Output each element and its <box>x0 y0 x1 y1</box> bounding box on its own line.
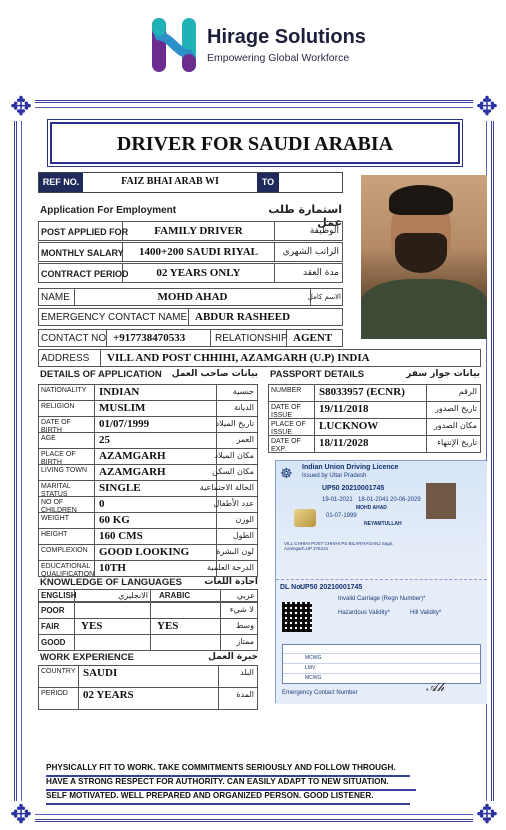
licence-back <box>276 579 487 704</box>
languages-header-row <box>38 589 258 602</box>
row-label: RELIGION <box>39 401 95 416</box>
arabic-level-value: YES <box>151 619 221 634</box>
licence-dob: 01-07-1999 <box>326 513 357 519</box>
row-value: 18/11/2028 <box>315 436 427 452</box>
row-value: AZAMGARH <box>95 465 217 480</box>
arabic-level-value <box>151 635 221 650</box>
row-label: AGE <box>39 433 95 448</box>
row-label-ar: تاريخ الصدور <box>435 404 477 413</box>
row-label-ar: العمر <box>236 435 254 444</box>
licence-holder: MOHD AHAD <box>356 505 387 511</box>
passport-row <box>268 435 481 453</box>
qr-code-icon <box>282 602 312 632</box>
row-value: 01/07/1999 <box>95 417 217 432</box>
row-label-ar: تاريخ الإنتهاء <box>437 438 477 447</box>
passport-heading-ar: بيانات جواز سفر <box>406 369 480 379</box>
row-label-ar: الراتب الشهري <box>282 247 339 257</box>
address-row <box>38 349 481 367</box>
contact-value: +917738470533 <box>107 330 211 346</box>
row-label-ar: الدرجة العلمية <box>207 563 254 572</box>
language-level-label: POOR <box>39 603 75 618</box>
detail-row <box>38 416 258 433</box>
arabic-level-value <box>151 603 221 618</box>
contact-label: CONTACT NO <box>39 330 107 346</box>
passport-row <box>268 418 481 436</box>
row-value: GOOD LOOKING <box>95 545 217 560</box>
detail-row <box>38 400 258 417</box>
row-value: SAUDI <box>79 666 219 687</box>
col-english-label: ENGLISH <box>41 591 77 600</box>
row-label: CONTRACT PERIOD <box>39 264 123 282</box>
row-label: PLACE OF BIRTH <box>39 449 95 464</box>
row-value: 02 YEARS <box>79 688 219 709</box>
english-level-value: YES <box>75 619 151 634</box>
row-label-ar: الرقم <box>458 387 477 396</box>
language-level-ar: ممتاز <box>236 637 254 646</box>
row-label-ar: الطول <box>232 531 254 540</box>
row-label: WEIGHT <box>39 513 95 528</box>
passport-table <box>268 384 481 452</box>
corner-ornament-icon: ✥ <box>473 801 501 829</box>
hazard-label: Hazardous Validity* <box>338 610 390 616</box>
application-heading-ar: استمارة طلب عمل <box>268 203 342 229</box>
row-label-ar: عدد الأطفال <box>213 499 254 508</box>
footer-line-3: SELF MOTIVATED. WELL PREPARED AND ORGANIZED PERSON. GOOD LISTENER. <box>46 791 374 800</box>
col-english-ar: الانجليزي <box>75 590 151 601</box>
passport-row <box>268 401 481 419</box>
row-value: 1400+200 SAUDI RIYAL <box>123 243 275 261</box>
row-value: FAMILY DRIVER <box>123 222 275 240</box>
licence-validity-tr: 20-06-2029 <box>390 497 421 503</box>
row-label: POST APPLIED FOR <box>39 222 123 240</box>
relationship-label: RELATIONSHIP <box>211 330 287 346</box>
relationship-value: AGENT <box>293 332 333 344</box>
row-label-ar: جنسية <box>232 387 254 396</box>
emergency-row <box>38 308 343 326</box>
row-value: MUSLIM <box>95 401 217 416</box>
contract-period-row <box>38 263 343 283</box>
row-value: 19/11/2018 <box>315 402 427 418</box>
emergency-contact-label: Emergency Contact Number <box>282 690 358 696</box>
licence-front <box>276 461 487 579</box>
english-level-value <box>75 635 151 650</box>
row-label-ar: مكان الصدور <box>433 421 477 430</box>
row-label-ar: لون البشرة <box>216 547 254 556</box>
emergency-label: EMERGENCY CONTACT NAME <box>39 309 189 325</box>
dl-no-value: UP50 20210001745 <box>300 584 363 591</box>
row-label: NUMBER <box>269 385 315 401</box>
applicant-photo <box>361 175 487 335</box>
application-heading: Application For Employment <box>40 205 177 216</box>
licence-number: UP50 20210001745 <box>322 485 385 492</box>
ref-value: FAIZ BHAI ARAB WI <box>121 176 219 187</box>
row-value: INDIAN <box>95 385 217 400</box>
row-label: MARITAL STATUS <box>39 481 95 496</box>
name-label: NAME <box>39 289 75 305</box>
licence-photo <box>426 483 456 519</box>
languages-heading: KNOWLEDGE OF LANGUAGES <box>40 577 182 588</box>
english-level-value <box>75 603 151 618</box>
page-title: DRIVER FOR SAUDI ARABIA <box>50 122 460 164</box>
licence-validity-nt: 18-01-2041 <box>358 497 389 503</box>
row-label-ar: تاريخ الميلاد <box>215 419 254 428</box>
detail-row <box>38 384 258 401</box>
corner-ornament-icon: ✥ <box>7 801 35 829</box>
class-cell: LMV <box>305 665 316 671</box>
address-value: VILL AND POST CHHIHI, AZAMGARH (U.P) INDIA <box>107 352 370 364</box>
carriage-label: Invalid Carriage (Regn Number)* <box>338 596 426 602</box>
footer-line-1: PHYSICALLY FIT TO WORK. TAKE COMMITMENTS SERIOUSLY AND FOLLOW THROUGH. <box>46 763 396 772</box>
row-label-ar: المدة <box>236 690 254 699</box>
name-value: MOHD AHAD <box>75 289 311 305</box>
footer-underline <box>46 803 410 805</box>
signature-icon: 𝒜𝒽 <box>426 680 445 694</box>
col-arabic-ar: عربي <box>236 591 255 600</box>
detail-row <box>38 560 258 577</box>
row-value: 02 YEARS ONLY <box>123 264 275 282</box>
corner-ornament-icon: ✥ <box>473 93 501 121</box>
row-value: S8033957 (ECNR) <box>315 385 427 401</box>
brand-tagline: Empowering Global Workforce <box>207 52 350 64</box>
language-level-label: FAIR <box>39 619 75 634</box>
language-level-label: GOOD <box>39 635 75 650</box>
detail-row <box>38 512 258 529</box>
brand-header <box>0 0 506 90</box>
hirage-logo-icon <box>150 14 198 76</box>
emergency-value: ABDUR RASHEED <box>195 311 291 323</box>
name-label-ar: الاسم كامل <box>307 293 341 301</box>
row-label-ar: مكان السكن <box>212 467 254 476</box>
name-row <box>38 288 343 306</box>
languages-table <box>38 602 258 650</box>
detail-row <box>38 480 258 497</box>
experience-heading-ar: خبرة العمل <box>208 652 258 662</box>
licence-issuer: Issued by Uttar Pradesh <box>302 473 367 479</box>
licence-class-table <box>282 644 481 684</box>
row-label: NATIONALITY <box>39 385 95 400</box>
sim-chip-icon <box>294 509 316 527</box>
details-heading-ar: بيانات صاحب العمل <box>171 369 258 379</box>
corner-ornament-icon: ✥ <box>7 93 35 121</box>
experience-heading: WORK EXPERIENCE <box>40 652 134 663</box>
row-label-ar: الديانة <box>233 403 254 412</box>
passport-row <box>268 384 481 402</box>
row-value: 0 <box>95 497 217 512</box>
row-label: COUNTRY <box>39 666 79 687</box>
licence-issue-date: 19-01-2021 <box>322 497 353 503</box>
driving-licence-image <box>275 460 486 703</box>
row-label-ar: الوظيفة <box>309 226 339 236</box>
licence-address: VILL CHHIHI POST CHHIHI PS BILARIYAGANJ Sagri, Azamgarh,UP 276121 <box>284 541 394 551</box>
row-value: AZAMGARH <box>95 449 217 464</box>
monthly-salary-row <box>38 242 343 262</box>
row-label: LIVING TOWN <box>39 465 95 480</box>
row-value: 160 CMS <box>95 529 217 544</box>
row-label-ar: مكان الميلاد <box>214 451 254 460</box>
ref-row <box>38 172 343 193</box>
contact-row <box>38 329 343 347</box>
col-arabic-label: ARABIC <box>151 590 221 601</box>
languages-heading-ar: اجادة اللغات <box>204 577 258 587</box>
footer-line-2: HAVE A STRONG RESPECT FOR AUTHORITY. CAN EASILY ADAPT TO NEW SITUATION. <box>46 777 389 786</box>
language-level-ar: وسط <box>235 621 254 630</box>
row-label: DATE OF ISSUE <box>269 402 315 418</box>
detail-row <box>38 528 258 545</box>
row-label: NO OF CHILDREN <box>39 497 95 512</box>
language-row <box>38 634 258 651</box>
passport-heading: PASSPORT DETAILS <box>270 369 365 380</box>
detail-row <box>38 448 258 465</box>
row-label: PERIOD <box>39 688 79 709</box>
row-value: 10TH <box>95 561 217 576</box>
detail-row <box>38 544 258 561</box>
licence-relation: NEYAMTULLAH <box>364 521 402 527</box>
row-value: 60 KG <box>95 513 217 528</box>
experience-row <box>38 687 258 710</box>
ref-label: REF NO. <box>39 173 83 192</box>
address-label: ADDRESS <box>39 350 101 366</box>
to-label: TO <box>257 173 279 192</box>
row-value: LUCKNOW <box>315 419 427 435</box>
experience-row <box>38 665 258 688</box>
row-label: MONTHLY SALARY <box>39 243 123 261</box>
row-label-ar: البلد <box>240 668 254 677</box>
row-label-ar: الوزن <box>235 515 254 524</box>
row-label-ar: الحالة الاجتماعية <box>199 483 254 492</box>
row-label: DATE OF EXP. <box>269 436 315 452</box>
row-label: EDUCATIONAL QUALIFICATION <box>41 563 95 578</box>
row-label: COMPLEXION <box>39 545 95 560</box>
row-label: HEIGHT <box>39 529 95 544</box>
details-table <box>38 384 258 576</box>
licence-title: Indian Union Driving Licence <box>302 464 399 471</box>
brand-name: Hirage Solutions <box>207 26 366 48</box>
row-value: SINGLE <box>95 481 217 496</box>
language-row <box>38 602 258 619</box>
language-row <box>38 618 258 635</box>
row-label-ar: مدة العقد <box>303 268 339 278</box>
row-label: DATE OF BIRTH <box>39 417 95 432</box>
details-heading: DETAILS OF APPLICATION <box>40 369 162 380</box>
row-value: 25 <box>95 433 217 448</box>
class-cell: MCWG <box>305 655 322 661</box>
detail-row <box>38 496 258 513</box>
emblem-icon: ☸ <box>280 465 293 481</box>
hill-label: Hill Validity* <box>410 610 442 616</box>
post-applied-row <box>38 221 343 241</box>
class-cell: MCWG <box>305 675 322 681</box>
experience-table <box>38 665 258 709</box>
detail-row <box>38 432 258 449</box>
dl-no-label: DL No: <box>280 584 303 591</box>
row-label: PLACE OF ISSUE <box>269 419 315 435</box>
language-level-ar: لا شيء <box>229 605 254 614</box>
detail-row <box>38 464 258 481</box>
